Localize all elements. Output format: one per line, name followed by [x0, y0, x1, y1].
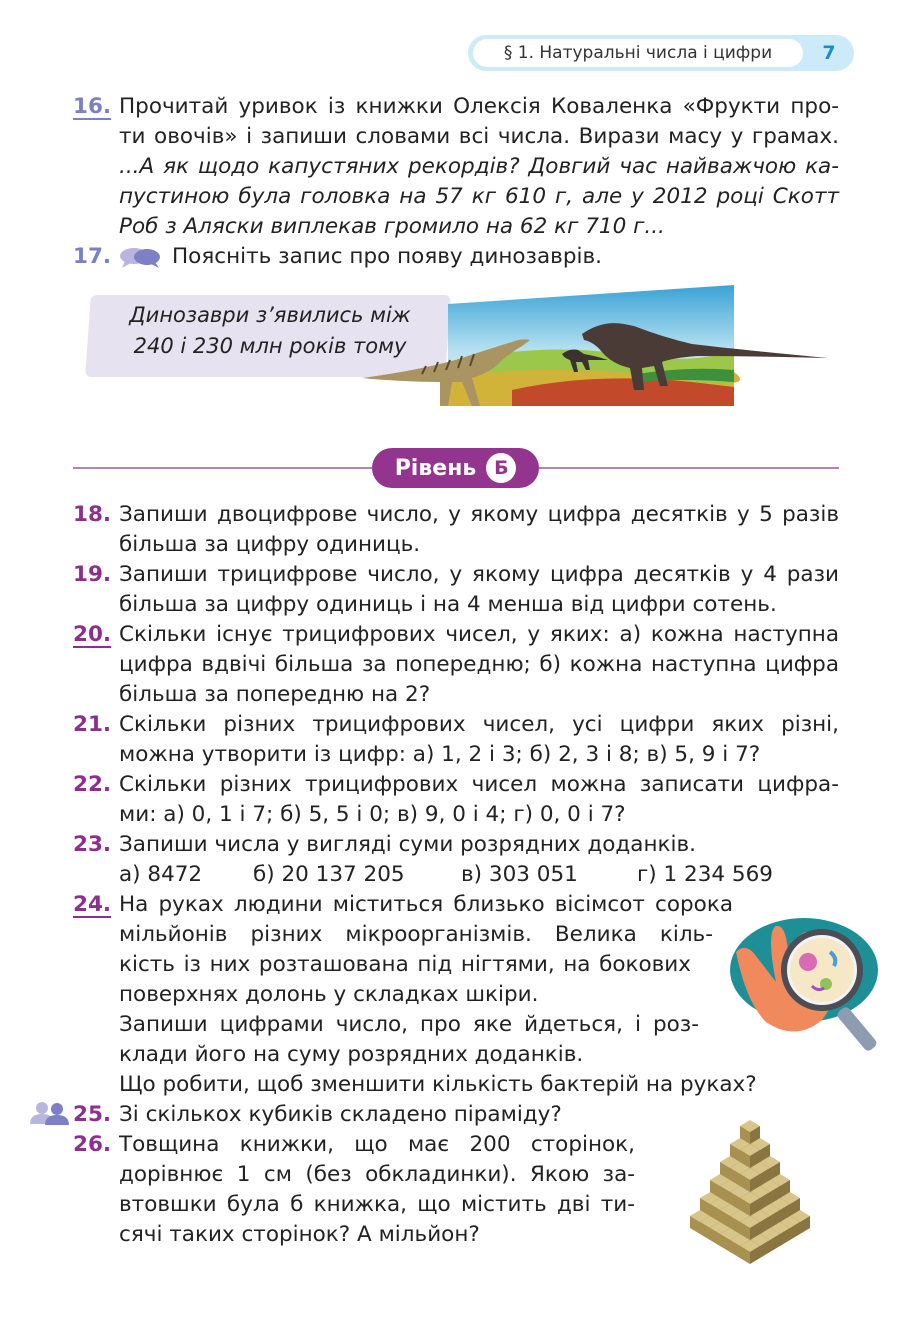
- task-number-19: 19.: [73, 562, 112, 587]
- task-19-line-2: більша за цифру одиниць і на 4 менша від цифри сотень.: [119, 592, 777, 617]
- level-divider-right: [539, 467, 839, 469]
- task-26-line-3: втовшки була б книжка, що містить дві ти-: [119, 1192, 635, 1217]
- callout-line-1: Динозаври з’явились між: [129, 303, 411, 327]
- page-number: 7: [822, 42, 836, 64]
- task-number-24: 24.: [73, 892, 112, 917]
- task-24-line-7: Що робити, щоб зменшити кількість бактерій на руках?: [119, 1072, 757, 1097]
- task-16-quote-line-3: Роб з Аляски виплекав громило на 62 кг 710 г...: [119, 214, 665, 239]
- task-number-21: 21.: [73, 712, 112, 737]
- task-23-item-d: г) 1 234 569: [637, 862, 773, 887]
- level-divider-left: [73, 467, 373, 469]
- task-24-line-5: Запиши цифрами число, про яке йдеться, і роз-: [119, 1012, 699, 1037]
- task-number-22: 22.: [73, 772, 112, 797]
- task-number-17: 17.: [73, 244, 112, 269]
- task-number-26: 26.: [73, 1132, 112, 1157]
- level-label: Рівень: [394, 455, 477, 481]
- task-20-line-3: більша за попередню на 2?: [119, 682, 431, 707]
- task-23-item-c: в) 303 051: [461, 862, 578, 887]
- task-26-line-2: дорівнює 1 см (без обкладинки). Якою за-: [119, 1162, 635, 1187]
- task-23-item-b: б) 20 137 205: [253, 862, 405, 887]
- level-badge: [372, 448, 539, 488]
- task-24-line-2: мільйонів різних мікроорганізмів. Велика кіль-: [119, 922, 713, 947]
- cube-pyramid: [690, 1120, 810, 1264]
- pair-work-icon: [27, 1100, 71, 1126]
- task-number-25: 25.: [73, 1102, 112, 1127]
- task-20-line-2: цифра вдвічі більша за попередню; б) кожна наступна цифра: [119, 652, 839, 677]
- task-25-text: Зі скількох кубиків складено піраміду?: [119, 1102, 562, 1127]
- task-19-line-1: Запиши трицифрове число, у якому цифра десятків у 4 рази: [119, 562, 839, 587]
- task-26-line-1: Товщина книжки, що має 200 сторінок,: [119, 1132, 635, 1157]
- task-22-line-1: Скільки різних трицифрових чисел можна записати цифра-: [119, 772, 839, 797]
- task-17-text: Поясніть запис про появу динозаврів.: [172, 244, 602, 269]
- task-24-line-6: клади його на суму розрядних доданків.: [119, 1042, 584, 1067]
- magnifier-hand-illustration: [726, 912, 891, 1062]
- task-number-20: 20.: [73, 622, 112, 647]
- task-16-line-1: Прочитай уривок із книжки Олексія Коваленка «Фрукти про-: [119, 94, 839, 119]
- task-20-line-1: Скільки існує трицифрових чисел, у яких: а) кожна наступна: [119, 622, 839, 647]
- task-21-line-2: можна утворити із цифр: а) 1, 2 і 3; б) 2, 3 і 8; в) 5, 9 і 7?: [119, 742, 761, 767]
- task-18-line-2: більша за цифру одиниць.: [119, 532, 421, 557]
- level-letter: Б: [486, 453, 516, 483]
- task-number-16: 16.: [73, 94, 112, 119]
- task-26-line-4: сячі таких сторінок? А мільйон?: [119, 1222, 480, 1247]
- task-23-item-a: а) 8472: [119, 862, 203, 887]
- task-24-line-3: кість із них розташована під нігтями, на бокових: [119, 952, 691, 977]
- running-header: [468, 35, 854, 71]
- task-23-text: Запиши числа у вигляді суми розрядних доданків.: [119, 832, 696, 857]
- task-24-line-1: На руках людини міститься близько вісімсот сорока: [119, 892, 733, 917]
- task-16-line-2: ти овочів» і запиши словами всі числа. Вирази масу у грамах.: [119, 124, 839, 149]
- dinosaur-illustration: [362, 282, 832, 412]
- task-number-23: 23.: [73, 832, 112, 857]
- task-21-line-1: Скільки різних трицифрових чисел, усі цифри яких різні,: [119, 712, 839, 737]
- task-number-18: 18.: [73, 502, 112, 527]
- task-22-line-2: ми: а) 0, 1 і 7; б) 5, 5 і 0; в) 9, 0 і 4; г) 0, 0 і 7?: [119, 802, 626, 827]
- section-title: § 1. Натуральні числа і цифри: [473, 39, 803, 67]
- task-16-quote-line-2: пустиною була головка на 57 кг 610 г, але у 2012 році Скотт: [119, 184, 839, 209]
- callout-line-2: 240 і 230 млн років тому: [133, 334, 407, 358]
- cube-pyramid-illustration: [686, 1118, 834, 1270]
- task-24-line-4: поверхнях долонь у складках шкіри.: [119, 982, 539, 1007]
- task-18-line-1: Запиши двоцифрове число, у якому цифра десятків у 5 разів: [119, 502, 839, 527]
- discussion-icon: [119, 246, 163, 270]
- task-16-quote-line-1: ...А як щодо капустяних рекордів? Довгий час найважчою ка-: [119, 154, 839, 179]
